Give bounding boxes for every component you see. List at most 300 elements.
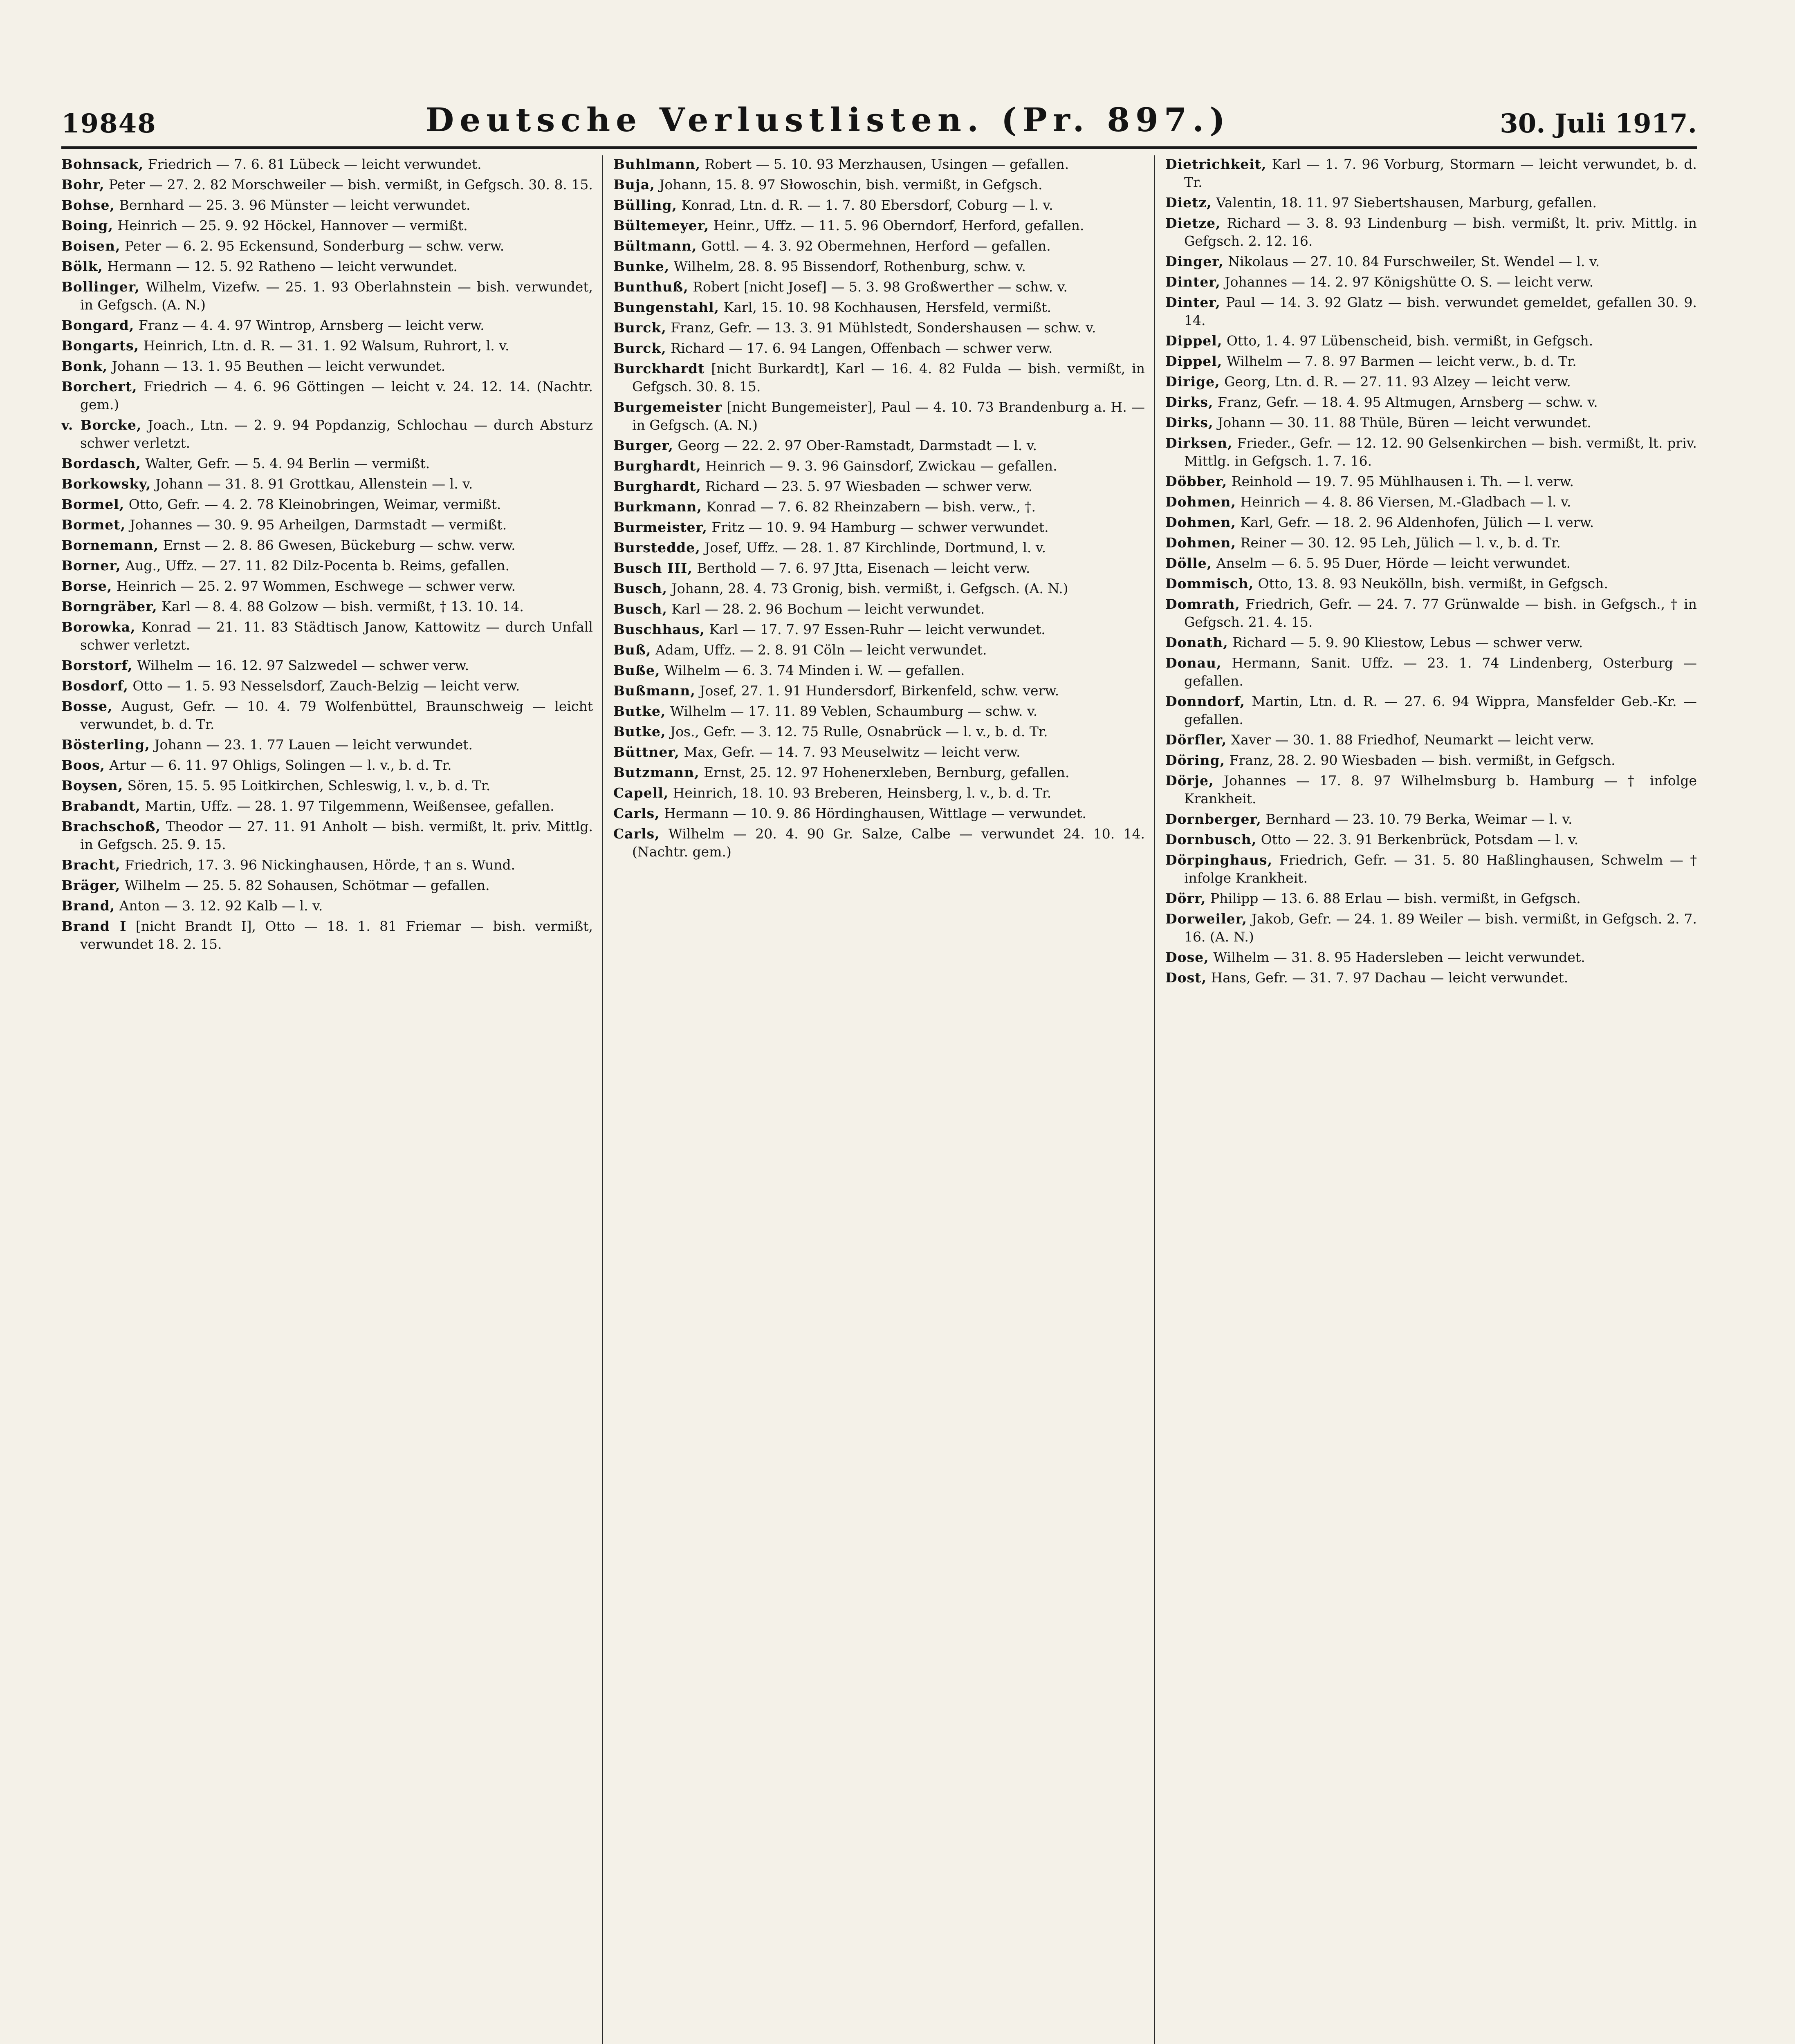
list-entry (1165, 575, 1697, 593)
list-entry (61, 316, 593, 334)
entry-details: Karl — 28. 2. 96 Bochum — leicht verwundet. (671, 601, 985, 617)
entry-name: Brand, (61, 898, 115, 914)
entry-details: Wilhelm — 6. 3. 74 Minden i. W. — gefallen. (664, 662, 965, 678)
list-entry (61, 155, 593, 173)
list-entry (613, 743, 1145, 761)
entry-name: Dörr, (1165, 890, 1206, 906)
list-entry (61, 536, 593, 554)
list-entry (61, 278, 593, 314)
entry-details: Adam, Uffz. — 2. 8. 91 Cöln — leicht verwundet. (655, 642, 987, 658)
entry-details: Johannes — 17. 8. 97 Wilhelmsburg b. Hamburg — † infolge Krankheit. (1184, 773, 1697, 807)
list-entry (61, 876, 593, 894)
list-entry (1165, 214, 1697, 250)
entry-name: Dölle, (1165, 555, 1212, 571)
entry-name: Dirksen, (1165, 435, 1233, 451)
entry-details: Johann, 28. 4. 73 Gronig, bish. vermißt, i. Gefgsch. (A. N.) (671, 580, 1068, 596)
list-entry (613, 805, 1145, 823)
list-entry (61, 176, 593, 194)
entry-name: Dost, (1165, 970, 1207, 986)
list-entry (1165, 194, 1697, 212)
list-entry (613, 360, 1145, 396)
list-entry (1165, 751, 1697, 769)
entry-name: Bunthuß, (613, 279, 689, 295)
entry-name: Dörpinghaus, (1165, 852, 1273, 868)
entry-name: Dinter, (1165, 294, 1221, 310)
entry-details: Hans, Gefr. — 31. 7. 97 Dachau — leicht verwundet. (1211, 970, 1568, 986)
list-entry (613, 661, 1145, 679)
list-entry (613, 825, 1145, 861)
entry-name: Bormet, (61, 517, 126, 533)
list-entry (1165, 654, 1697, 690)
entry-name: Bongard, (61, 317, 135, 333)
list-entry (613, 641, 1145, 659)
list-entry (613, 477, 1145, 495)
entry-details: Otto, 13. 8. 93 Neukölln, bish. vermißt, in Gefgsch. (1258, 576, 1608, 592)
entry-details: Georg — 22. 2. 97 Ober-Ramstadt, Darmstadt — l. v. (678, 437, 1037, 453)
list-entry (61, 756, 593, 774)
list-entry (1165, 273, 1697, 291)
entry-name: Bösterling, (61, 737, 150, 753)
entry-details: [nicht Brandt I], Otto — 18. 1. 81 Friemar — bish. vermißt, verwundet 18. 2. 15. (80, 918, 593, 952)
entry-details: Wilhelm, Vizefw. — 25. 1. 93 Oberlahnstein — bish. verwundet, in Gefgsch. (A. N.) (80, 279, 593, 313)
entry-name: Dohmen, (1165, 494, 1236, 510)
entry-name: Brabandt, (61, 798, 141, 814)
column-left (61, 155, 593, 2044)
list-entry (61, 618, 593, 654)
entry-name: Bohnsack, (61, 156, 144, 172)
entry-details: Johannes — 30. 9. 95 Arheilgen, Darmstadt — vermißt. (130, 517, 507, 533)
list-entry (613, 217, 1145, 235)
entry-name: Dinter, (1165, 274, 1221, 290)
list-entry (1165, 534, 1697, 552)
entry-name: Busch, (613, 580, 668, 596)
entry-details: Konrad — 21. 11. 83 Städtisch Janow, Kattowitz — durch Unfall schwer verletzt. (80, 619, 593, 653)
entry-details: Johann — 31. 8. 91 Grottkau, Allenstein — l. v. (155, 476, 473, 492)
entry-details: Joach., Ltn. — 2. 9. 94 Popdanzig, Schlochau — durch Absturz schwer verletzt. (80, 417, 593, 451)
entry-name: Busch, (613, 601, 668, 617)
entry-name: Bordasch, (61, 455, 141, 471)
entry-name: Borchert, (61, 379, 137, 394)
column-right (1165, 155, 1697, 2044)
page-number: 19848 (61, 108, 157, 139)
entry-name: Buße, (613, 662, 660, 678)
entry-name: Burckhardt (613, 361, 705, 377)
entry-name: Borstorf, (61, 657, 133, 673)
list-entry (61, 495, 593, 513)
list-entry (1165, 473, 1697, 491)
entry-name: Domrath, (1165, 596, 1241, 612)
entry-details: Nikolaus — 27. 10. 84 Furschweiler, St. Wendel — l. v. (1228, 253, 1600, 269)
entry-details: Hermann, Sanit. Uffz. — 23. 1. 74 Lindenberg, Osterburg — gefallen. (1184, 655, 1697, 689)
entry-name: Dietz, (1165, 195, 1212, 211)
entry-details: Xaver — 30. 1. 88 Friedhof, Neumarkt — leicht verw. (1231, 732, 1594, 748)
entry-name: Boos, (61, 757, 105, 773)
list-entry (1165, 253, 1697, 271)
column-middle (613, 155, 1145, 2044)
entry-details: Konrad, Ltn. d. R. — 1. 7. 80 Ebersdorf, Coburg — l. v. (681, 197, 1053, 213)
entry-name: Capell, (613, 785, 669, 801)
entry-details: Karl — 1. 7. 96 Vorburg, Stormarn — leicht verwundet, b. d. Tr. (1184, 156, 1697, 190)
list-entry (613, 723, 1145, 741)
list-entry (61, 856, 593, 874)
entry-details: Friedrich — 4. 6. 96 Göttingen — leicht v. 24. 12. 14. (Nachtr. gem.) (80, 379, 593, 412)
entry-details: Aug., Uffz. — 27. 11. 82 Dilz-Pocenta b. Reims, gefallen. (125, 558, 510, 574)
list-entry (1165, 969, 1697, 987)
list-entry (613, 621, 1145, 639)
entry-details: Richard — 3. 8. 93 Lindenburg — bish. vermißt, lt. priv. Mittlg. in Gefgsch. 2. 12. 16. (1184, 215, 1697, 249)
entry-details: Franz, 28. 2. 90 Wiesbaden — bish. vermißt, in Gefgsch. (1229, 752, 1616, 768)
entry-details: Theodor — 27. 11. 91 Anholt — bish. vermißt, lt. priv. Mittlg. in Gefgsch. 25. 9. 15. (80, 818, 593, 852)
entry-details: Friedrich, Gefr. — 24. 7. 77 Grünwalde — bish. in Gefgsch., † in Gefgsch. 21. 4. 15. (1184, 596, 1697, 630)
entry-name: Dirks, (1165, 394, 1214, 410)
entry-name: Bungenstahl, (613, 299, 720, 315)
list-entry (613, 682, 1145, 700)
entry-details: Artur — 6. 11. 97 Ohligs, Solingen — l. v., b. d. Tr. (109, 757, 452, 773)
entry-name: Carls, (613, 826, 660, 842)
list-entry (1165, 634, 1697, 652)
entry-name: Carls, (613, 805, 660, 821)
list-entry (613, 196, 1145, 214)
entry-details: Philipp — 13. 6. 88 Erlau — bish. vermißt, in Gefgsch. (1210, 890, 1581, 906)
entry-name: Bölk, (61, 258, 103, 274)
list-entry (61, 258, 593, 276)
list-entry (61, 357, 593, 375)
list-entry (1165, 731, 1697, 749)
entry-name: Bültmann, (613, 238, 697, 254)
entry-name: Büttner, (613, 744, 680, 760)
entry-details: Johann — 23. 1. 77 Lauen — leicht verwundet. (154, 737, 473, 753)
entry-name: Dinger, (1165, 253, 1224, 269)
list-entry (1165, 332, 1697, 350)
entry-name: Bosdorf, (61, 678, 128, 694)
list-entry (1165, 890, 1697, 908)
list-entry (61, 897, 593, 915)
list-entry (61, 917, 593, 953)
entry-details: Heinrich — 9. 3. 96 Gainsdorf, Zwickau — gefallen. (705, 458, 1057, 474)
newspaper-page (61, 94, 1697, 2044)
entry-name: Boysen, (61, 778, 123, 793)
entry-name: Bültemeyer, (613, 217, 709, 233)
issue-date: 30. Juli 1917. (1500, 108, 1697, 139)
entry-details: Johann — 13. 1. 95 Beuthen — leicht verwundet. (112, 358, 446, 374)
entry-details: Johann — 30. 11. 88 Thüle, Büren — leicht verwundet. (1217, 415, 1591, 430)
entry-name: Burgemeister (613, 399, 722, 415)
list-entry (613, 339, 1145, 357)
list-entry (1165, 155, 1697, 191)
entry-name: Bonk, (61, 358, 108, 374)
entry-name: Bohr, (61, 177, 105, 193)
list-entry (1165, 554, 1697, 572)
list-entry (61, 237, 593, 255)
entry-details: [nicht Burkardt], Karl — 16. 4. 82 Fulda — bish. vermißt, in Gefgsch. 30. 8. 15. (632, 361, 1145, 394)
entry-name: Buschhaus, (613, 621, 705, 637)
entry-name: Döring, (1165, 752, 1225, 768)
entry-name: Donath, (1165, 634, 1228, 650)
entry-details: Bernhard — 23. 10. 79 Berka, Weimar — l. v. (1265, 811, 1573, 827)
entry-name: Bormel, (61, 496, 125, 512)
list-entry (613, 155, 1145, 173)
list-entry (61, 797, 593, 815)
list-entry (613, 278, 1145, 296)
entry-details: Franz, Gefr. — 13. 3. 91 Mühlstedt, Sondershausen — schw. v. (671, 320, 1096, 336)
list-entry (1165, 595, 1697, 631)
list-entry (1165, 948, 1697, 966)
entry-name: Dirks, (1165, 415, 1214, 430)
entry-name: Buß, (613, 642, 651, 658)
list-entry (61, 657, 593, 675)
entry-name: Dippel, (1165, 353, 1223, 369)
masthead (61, 94, 1697, 149)
entry-details: Johann, 15. 8. 97 Słowoschin, bish. vermißt, in Gefgsch. (659, 177, 1043, 193)
list-entry (613, 518, 1145, 536)
entry-details: Valentin, 18. 11. 97 Siebertshausen, Marburg, gefallen. (1216, 195, 1597, 211)
entry-name: Brand I (61, 918, 127, 934)
list-entry (1165, 414, 1697, 432)
entry-name: Bülling, (613, 197, 678, 213)
entry-details: Wilhelm — 17. 11. 89 Veblen, Schaumburg — schw. v. (670, 703, 1038, 719)
list-entry (61, 697, 593, 733)
entry-details: Heinrich — 4. 8. 86 Viersen, M.-Gladbach — l. v. (1240, 494, 1571, 510)
list-entry (613, 298, 1145, 316)
entry-details: Gottl. — 4. 3. 92 Obermehnen, Herford — gefallen. (701, 238, 1051, 254)
entry-details: Karl — 8. 4. 88 Golzow — bish. vermißt, † 13. 10. 14. (162, 598, 524, 614)
entry-name: Dörfler, (1165, 732, 1227, 748)
entry-details: Peter — 27. 2. 82 Morschweiler — bish. vermißt, in Gefgsch. 30. 8. 15. (108, 177, 593, 193)
entry-name: Dorweiler, (1165, 911, 1247, 927)
entry-name: Butzmann, (613, 764, 700, 780)
entry-name: Dörje, (1165, 773, 1214, 789)
entry-details: Johannes — 14. 2. 97 Königshütte O. S. — leicht verw. (1225, 274, 1594, 290)
entry-details: Richard — 17. 6. 94 Langen, Offenbach — schwer verw. (671, 340, 1053, 356)
title-text: Deutsche Verlustlisten. (425, 101, 984, 139)
list-entry (1165, 493, 1697, 511)
entry-details: August, Gefr. — 10. 4. 79 Wolfenbüttel, Braunschweig — leicht verwundet, b. d. Tr. (80, 698, 593, 732)
entry-details: Heinrich — 25. 2. 97 Wommen, Eschwege — schwer verw. (116, 578, 516, 594)
entry-details: [nicht Bungemeister], Paul — 4. 10. 73 Brandenburg a. H. — in Gefgsch. (A. N.) (632, 399, 1145, 433)
entry-name: Bräger, (61, 877, 121, 893)
list-entry (61, 736, 593, 754)
entry-name: Donau, (1165, 655, 1222, 671)
entry-name: Borngräber, (61, 598, 157, 614)
list-entry (613, 457, 1145, 475)
list-entry (1165, 810, 1697, 828)
entry-details: Robert — 5. 10. 93 Merzhausen, Usingen — gefallen. (705, 156, 1069, 172)
entry-details: Richard — 5. 9. 90 Kliestow, Lebus — schwer verw. (1232, 634, 1583, 650)
entry-name: Borowka, (61, 619, 136, 635)
entry-name: Dornbusch, (1165, 831, 1257, 847)
list-entry (613, 398, 1145, 434)
entry-details: Karl — 17. 7. 97 Essen-Ruhr — leicht verwundet. (709, 621, 1046, 637)
entry-details: Anton — 3. 12. 92 Kalb — l. v. (119, 898, 323, 914)
entry-details: Jos., Gefr. — 3. 12. 75 Rulle, Osnabrück — l. v., b. d. Tr. (670, 724, 1048, 740)
entry-name: Donndorf, (1165, 693, 1245, 709)
entry-name: v. Borcke, (61, 417, 142, 433)
list-entry (613, 784, 1145, 802)
entry-details: Georg, Ltn. d. R. — 27. 11. 93 Alzey — leicht verw. (1224, 374, 1571, 390)
entry-details: Friedrich, Gefr. — 31. 5. 80 Haßlinghausen, Schwelm — † infolge Krankheit. (1184, 852, 1697, 886)
issue-number: (Pr. 897.) (1001, 101, 1231, 139)
list-entry (1165, 513, 1697, 531)
entry-details: Reiner — 30. 12. 95 Leh, Jülich — l. v., b. d. Tr. (1240, 535, 1561, 551)
list-entry (1165, 851, 1697, 887)
list-entry (613, 580, 1145, 598)
list-entry (61, 196, 593, 214)
entry-name: Burger, (613, 437, 673, 453)
list-entry (61, 378, 593, 414)
entry-name: Busch III, (613, 560, 693, 576)
entry-name: Butke, (613, 724, 666, 740)
entry-name: Bußmann, (613, 683, 696, 699)
entry-name: Burstedde, (613, 540, 700, 556)
list-entry (1165, 373, 1697, 391)
entry-details: Otto, 1. 4. 97 Lübenscheid, bish. vermißt, in Gefgsch. (1226, 333, 1593, 349)
list-entry (61, 455, 593, 473)
entry-name: Dose, (1165, 949, 1209, 965)
list-entry (613, 498, 1145, 516)
entry-name: Burghardt, (613, 478, 701, 494)
entry-details: Otto — 1. 5. 93 Nesselsdorf, Zauch-Belzig — leicht verw. (132, 678, 520, 694)
entry-details: Max, Gefr. — 14. 7. 93 Meuselwitz — leicht verw. (684, 744, 1021, 760)
entry-name: Burck, (613, 340, 666, 356)
entry-name: Borner, (61, 558, 121, 574)
entry-name: Bongarts, (61, 338, 139, 354)
entry-details: Frieder., Gefr. — 12. 12. 90 Gelsenkirchen — bish. vermißt, lt. priv. Mittlg. in Gefgsch. 1. 7. 16. (1184, 435, 1697, 469)
entry-details: Reinhold — 19. 7. 95 Mühlhausen i. Th. — l. verw. (1231, 473, 1574, 489)
entry-name: Bunke, (613, 258, 670, 274)
entry-name: Burkmann, (613, 499, 702, 515)
entry-details: Wilhelm, 28. 8. 95 Bissendorf, Rothenburg, schw. v. (673, 258, 1026, 274)
entry-details: Martin, Uffz. — 28. 1. 97 Tilgemmenn, Weißensee, gefallen. (145, 798, 554, 814)
list-entry (1165, 393, 1697, 411)
entry-details: Konrad — 7. 6. 82 Rheinzabern — bish. verw., †. (706, 499, 1036, 515)
entry-name: Burmeister, (613, 519, 708, 535)
entry-name: Brachschoß, (61, 818, 161, 834)
list-entry (613, 764, 1145, 782)
entry-details: Franz, Gefr. — 18. 4. 95 Altmugen, Arnsberg — schw. v. (1217, 394, 1598, 410)
entry-name: Bohse, (61, 197, 115, 213)
entry-details: Hermann — 12. 5. 92 Ratheno — leicht verwundet. (107, 258, 458, 274)
entry-name: Boing, (61, 217, 113, 233)
entry-details: Karl, Gefr. — 18. 2. 96 Aldenhofen, Jülich — l. verw. (1240, 514, 1594, 530)
list-entry (1165, 352, 1697, 370)
entry-name: Bollinger, (61, 279, 140, 295)
entry-details: Jakob, Gefr. — 24. 1. 89 Weiler — bish. vermißt, in Gefgsch. 2. 7. 16. (A. N.) (1184, 911, 1697, 945)
entry-details: Richard — 23. 5. 97 Wiesbaden — schwer verw. (705, 478, 1033, 494)
list-entry (61, 416, 593, 452)
entry-details: Bernhard — 25. 3. 96 Münster — leicht verwundet. (119, 197, 471, 213)
entry-details: Heinrich, 18. 10. 93 Breberen, Heinsberg, l. v., b. d. Tr. (673, 785, 1052, 801)
entry-details: Otto, Gefr. — 4. 2. 78 Kleinobringen, Weimar, vermißt. (128, 496, 501, 512)
entry-details: Paul — 14. 3. 92 Glatz — bish. verwundet gemeldet, gefallen 30. 9. 14. (1184, 294, 1697, 328)
entry-name: Dohmen, (1165, 514, 1236, 530)
entry-details: Robert [nicht Josef] — 5. 3. 98 Großwerther — schw. v. (693, 279, 1068, 295)
list-entry (1165, 831, 1697, 849)
entry-name: Dornberger, (1165, 811, 1262, 827)
column-rule (1154, 155, 1155, 2044)
entry-details: Friedrich, 17. 3. 96 Nickinghausen, Hörde, † an s. Wund. (124, 857, 516, 873)
entry-details: Fritz — 10. 9. 94 Hamburg — schwer verwundet. (711, 519, 1049, 535)
entry-name: Dietrichkeit, (1165, 156, 1267, 172)
entry-details: Wilhelm — 7. 8. 97 Barmen — leicht verw., b. d. Tr. (1226, 353, 1577, 369)
column-rule (602, 155, 603, 2044)
entry-details: Walter, Gefr. — 5. 4. 94 Berlin — vermißt. (145, 455, 430, 471)
entry-name: Buja, (613, 177, 655, 193)
list-entry (1165, 434, 1697, 470)
entry-details: Sören, 15. 5. 95 Loitkirchen, Schleswig, l. v., b. d. Tr. (127, 778, 491, 793)
list-entry (61, 677, 593, 695)
list-entry (613, 437, 1145, 455)
entry-details: Heinrich, Ltn. d. R. — 31. 1. 92 Walsum, Ruhrort, l. v. (143, 338, 509, 354)
entry-name: Burghardt, (613, 458, 701, 474)
list-entry (61, 516, 593, 534)
entry-details: Wilhelm — 31. 8. 95 Hadersleben — leicht verwundet. (1213, 949, 1585, 965)
entry-details: Heinrich — 25. 9. 92 Höckel, Hannover — vermißt. (117, 217, 468, 233)
entry-details: Franz — 4. 4. 97 Wintrop, Arnsberg — leicht verw. (138, 317, 485, 333)
entry-name: Borse, (61, 578, 112, 594)
entry-name: Burck, (613, 320, 666, 336)
list-entry (61, 557, 593, 575)
entry-name: Dohmen, (1165, 535, 1236, 551)
entry-details: Ernst, 25. 12. 97 Hohenerxleben, Bernburg, gefallen. (704, 764, 1070, 780)
entry-name: Bosse, (61, 698, 113, 714)
list-entry (61, 598, 593, 616)
entry-name: Dippel, (1165, 333, 1223, 349)
entry-details: Wilhelm — 16. 12. 97 Salzwedel — schwer verw. (137, 657, 469, 673)
list-entry (61, 818, 593, 854)
list-entry (1165, 693, 1697, 728)
entry-details: Friedrich — 7. 6. 81 Lübeck — leicht verwundet. (148, 156, 482, 172)
entry-details: Otto — 22. 3. 91 Berkenbrück, Potsdam — l. v. (1261, 831, 1579, 847)
list-entry (613, 258, 1145, 276)
entry-name: Buhlmann, (613, 156, 701, 172)
entry-details: Heinr., Uffz. — 11. 5. 96 Oberndorf, Herford, gefallen. (713, 217, 1084, 233)
column-area (61, 155, 1697, 2044)
entry-details: Josef, 27. 1. 91 Hundersdorf, Birkenfeld, schw. verw. (700, 683, 1059, 699)
list-entry (61, 217, 593, 235)
list-entry (61, 337, 593, 355)
entry-details: Wilhelm — 20. 4. 90 Gr. Salze, Calbe — verwundet 24. 10. 14. (Nachtr. gem.) (632, 826, 1145, 860)
entry-name: Boisen, (61, 238, 121, 254)
entry-name: Döbber, (1165, 473, 1227, 489)
list-entry (61, 777, 593, 795)
list-entry (61, 475, 593, 493)
entry-details: Martin, Ltn. d. R. — 27. 6. 94 Wippra, Mansfelder Geb.-Kr. — gefallen. (1184, 693, 1697, 727)
entry-name: Borkowsky, (61, 476, 151, 492)
list-entry (613, 319, 1145, 337)
entry-details: Hermann — 10. 9. 86 Hördinghausen, Wittlage — verwundet. (664, 805, 1086, 821)
entry-name: Dirige, (1165, 374, 1220, 390)
entry-details: Ernst — 2. 8. 86 Gwesen, Bückeburg — schw. verw. (163, 537, 516, 553)
list-entry (1165, 910, 1697, 946)
list-entry (61, 577, 593, 595)
list-entry (1165, 294, 1697, 329)
list-entry (613, 600, 1145, 618)
entry-name: Butke, (613, 703, 666, 719)
page-title (426, 101, 1231, 139)
entry-details: Wilhelm — 25. 5. 82 Sohausen, Schötmar — gefallen. (124, 877, 490, 893)
entry-details: Peter — 6. 2. 95 Eckensund, Sonderburg — schw. verw. (125, 238, 505, 254)
entry-name: Bornemann, (61, 537, 159, 553)
list-entry (613, 702, 1145, 720)
list-entry (1165, 772, 1697, 808)
list-entry (613, 176, 1145, 194)
entry-name: Dietze, (1165, 215, 1221, 231)
entry-name: Dommisch, (1165, 576, 1254, 592)
list-entry (613, 559, 1145, 577)
entry-details: Josef, Uffz. — 28. 1. 87 Kirchlinde, Dortmund, l. v. (705, 540, 1046, 556)
entry-name: Bracht, (61, 857, 121, 873)
entry-details: Berthold — 7. 6. 97 Jtta, Eisenach — leicht verw. (697, 560, 1030, 576)
